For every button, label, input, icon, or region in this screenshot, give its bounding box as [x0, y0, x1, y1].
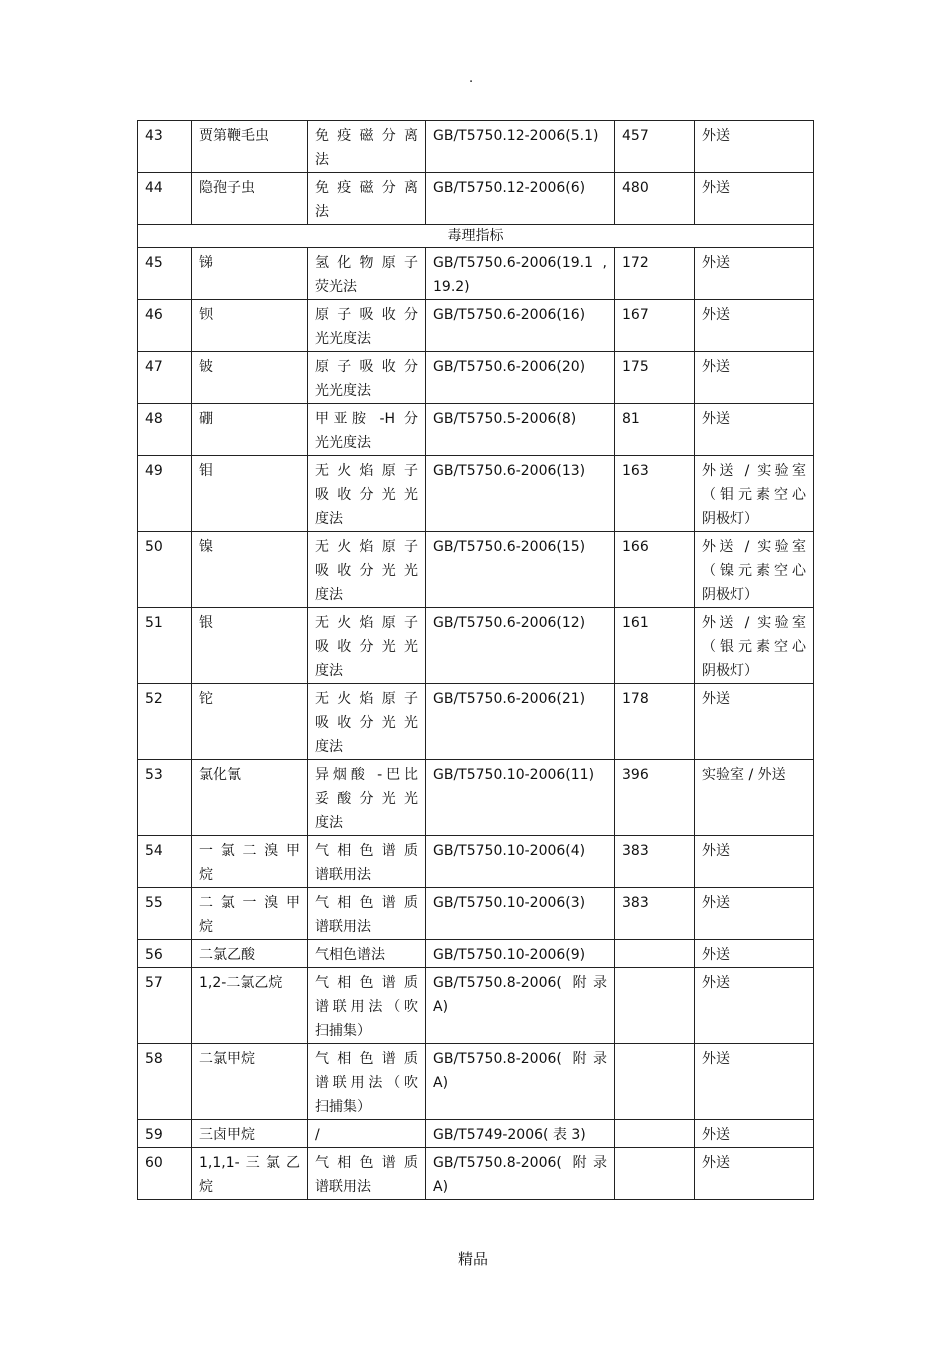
row-number: 56 — [138, 940, 192, 968]
remark-line: 外送 — [702, 180, 730, 196]
test-method-line: 吸收分光光 — [315, 487, 418, 503]
row-number: 60 — [138, 1148, 192, 1200]
test-method-line: 甲亚胺 -H 分 — [315, 411, 418, 427]
standard-ref-line: GB/T5750.8-2006( 附录 — [433, 1051, 607, 1067]
remark-line: 阴极灯） — [702, 511, 758, 527]
table-row — [138, 836, 814, 888]
test-method-line: 光光度法 — [315, 383, 371, 399]
standard-ref-line: GB/T5750.8-2006( 附录 — [433, 975, 607, 991]
test-method — [308, 940, 426, 968]
item-name-line: 二氯甲烷 — [199, 1051, 255, 1067]
test-method-line: 气相色谱质 — [315, 1051, 418, 1067]
test-method-line: 光光度法 — [315, 331, 371, 347]
standard-ref-line: GB/T5749-2006( 表 3) — [433, 1127, 586, 1143]
standard-ref-line: A) — [433, 1179, 449, 1195]
remark-line: 阴极灯） — [702, 587, 758, 603]
remark-line: （镍元素空心 — [702, 563, 806, 579]
test-method-line: 气相色谱质 — [315, 843, 418, 859]
standard-ref-line: GB/T5750.5-2006(8) — [433, 411, 577, 427]
item-name-line: 铍 — [199, 359, 213, 375]
test-method-line: 气相色谱质 — [315, 975, 418, 991]
item-code — [615, 1120, 695, 1148]
test-method-line: 免疫磁分离 — [315, 180, 418, 196]
remark — [695, 1148, 814, 1200]
item-name-line: 锑 — [199, 255, 213, 271]
test-method — [308, 352, 426, 404]
row-number: 58 — [138, 1044, 192, 1120]
remark — [695, 248, 814, 300]
item-name — [192, 1044, 308, 1120]
row-number: 44 — [138, 173, 192, 225]
remark — [695, 968, 814, 1044]
table-row — [138, 760, 814, 836]
remark-line: 外送 — [702, 1127, 730, 1143]
item-name — [192, 968, 308, 1044]
item-name-line: 二氯一溴甲 — [199, 895, 300, 911]
item-name — [192, 1148, 308, 1200]
item-code: 383 — [615, 836, 695, 888]
remark-line: 外送 — [702, 947, 730, 963]
test-method-line: 原子吸收分 — [315, 359, 418, 375]
item-name — [192, 352, 308, 404]
item-name-line: 二氯乙酸 — [199, 947, 255, 963]
item-name-line: 贾第鞭毛虫 — [199, 128, 269, 144]
remark — [695, 532, 814, 608]
standard-ref — [426, 1120, 615, 1148]
test-method-line: 无火焰原子 — [315, 691, 418, 707]
remark-line: 外送 — [702, 975, 730, 991]
table-row — [138, 532, 814, 608]
remark — [695, 836, 814, 888]
standard-ref — [426, 456, 615, 532]
remark-line: 外送 — [702, 255, 730, 271]
table-row — [138, 968, 814, 1044]
standard-ref-line: 19.2) — [433, 279, 470, 295]
test-method — [308, 1120, 426, 1148]
remark — [695, 456, 814, 532]
standard-ref — [426, 940, 615, 968]
item-name-line: 烷 — [199, 919, 213, 935]
remark-line: 外送 — [702, 1051, 730, 1067]
test-method-line: 气相色谱质 — [315, 1155, 418, 1171]
table-row — [138, 1044, 814, 1120]
test-method-line: 原子吸收分 — [315, 307, 418, 323]
standard-ref — [426, 760, 615, 836]
item-code — [615, 1148, 695, 1200]
table-row — [138, 608, 814, 684]
item-name-line: 银 — [199, 615, 213, 631]
remark — [695, 1044, 814, 1120]
test-method-line: 扫捕集） — [315, 1099, 371, 1115]
standard-ref-line: GB/T5750.10-2006(3) — [433, 895, 586, 911]
item-code: 175 — [615, 352, 695, 404]
table-row — [138, 456, 814, 532]
item-name — [192, 532, 308, 608]
remark-line: 外送 / 实验室 — [702, 463, 806, 479]
standard-ref — [426, 532, 615, 608]
item-code: 161 — [615, 608, 695, 684]
item-name — [192, 760, 308, 836]
test-method-line: 异烟酸 -巴比 — [315, 767, 418, 783]
item-name — [192, 456, 308, 532]
test-method — [308, 684, 426, 760]
standard-ref — [426, 121, 615, 173]
standard-ref — [426, 968, 615, 1044]
test-method-line: 谱联用法 — [315, 919, 371, 935]
test-method — [308, 1148, 426, 1200]
row-number: 55 — [138, 888, 192, 940]
item-name-line: 三卤甲烷 — [199, 1127, 255, 1143]
item-name-line: 1,2-二氯乙烷 — [199, 975, 283, 991]
table-row — [138, 404, 814, 456]
item-name — [192, 121, 308, 173]
standard-ref-line: GB/T5750.10-2006(4) — [433, 843, 586, 859]
test-method-line: 法 — [315, 204, 329, 220]
row-number: 46 — [138, 300, 192, 352]
test-method-line: 谱联用法（吹 — [315, 999, 418, 1015]
row-number: 57 — [138, 968, 192, 1044]
remark-line: 外送 — [702, 691, 730, 707]
table-row — [138, 1148, 814, 1200]
item-code: 172 — [615, 248, 695, 300]
item-name — [192, 940, 308, 968]
test-method — [308, 760, 426, 836]
table-row — [138, 248, 814, 300]
row-number: 43 — [138, 121, 192, 173]
row-number: 52 — [138, 684, 192, 760]
test-method-line: 度法 — [315, 663, 343, 679]
standard-ref — [426, 404, 615, 456]
test-method-line: 无火焰原子 — [315, 539, 418, 555]
test-method — [308, 404, 426, 456]
test-method — [308, 888, 426, 940]
remark — [695, 121, 814, 173]
table-row — [138, 940, 814, 968]
remark-line: 外送 — [702, 843, 730, 859]
remark — [695, 760, 814, 836]
test-method-line: 光光度法 — [315, 435, 371, 451]
standard-ref-line: GB/T5750.6-2006(20) — [433, 359, 586, 375]
remark-line: 阴极灯） — [702, 663, 758, 679]
table-row — [138, 1120, 814, 1148]
test-method-line: 吸收分光光 — [315, 563, 418, 579]
item-code: 163 — [615, 456, 695, 532]
test-method — [308, 968, 426, 1044]
test-method — [308, 248, 426, 300]
test-method-line: 度法 — [315, 511, 343, 527]
section-header — [138, 225, 814, 248]
item-code: 81 — [615, 404, 695, 456]
standard-ref-line: A) — [433, 999, 449, 1015]
section-row — [138, 225, 814, 248]
standard-ref — [426, 248, 615, 300]
item-name — [192, 888, 308, 940]
section-title: 毒理指标 — [138, 225, 814, 248]
remark-line: （银元素空心 — [702, 639, 806, 655]
table-row — [138, 300, 814, 352]
page-footer: 精品 — [458, 1250, 489, 1268]
row-number: 54 — [138, 836, 192, 888]
item-name-line: 镍 — [199, 539, 213, 555]
item-code: 383 — [615, 888, 695, 940]
item-name-line: 钼 — [199, 463, 213, 479]
item-code — [615, 1044, 695, 1120]
standard-ref-line: GB/T5750.6-2006(16) — [433, 307, 586, 323]
remark-line: 外送 — [702, 128, 730, 144]
row-number: 51 — [138, 608, 192, 684]
test-method-line: 氢化物原子 — [315, 255, 418, 271]
item-name — [192, 173, 308, 225]
test-method — [308, 121, 426, 173]
row-number: 50 — [138, 532, 192, 608]
standard-ref — [426, 1148, 615, 1200]
test-method — [308, 836, 426, 888]
remark — [695, 608, 814, 684]
test-method-line: / — [315, 1127, 320, 1143]
test-method — [308, 532, 426, 608]
test-method — [308, 608, 426, 684]
item-code: 480 — [615, 173, 695, 225]
test-method-line: 无火焰原子 — [315, 463, 418, 479]
test-method-line: 妥酸分光光 — [315, 791, 418, 807]
item-name-line: 钡 — [199, 307, 213, 323]
item-code: 167 — [615, 300, 695, 352]
item-name-line: 隐孢子虫 — [199, 180, 255, 196]
standard-ref — [426, 300, 615, 352]
test-method — [308, 456, 426, 532]
standard-ref — [426, 1044, 615, 1120]
remark — [695, 300, 814, 352]
item-name — [192, 404, 308, 456]
remark — [695, 404, 814, 456]
test-method-line: 气相色谱法 — [315, 947, 385, 963]
test-method-line: 免疫磁分离 — [315, 128, 418, 144]
item-code: 178 — [615, 684, 695, 760]
remark-line: 外送 / 实验室 — [702, 539, 806, 555]
test-method-line: 吸收分光光 — [315, 715, 418, 731]
standard-ref — [426, 888, 615, 940]
item-code: 457 — [615, 121, 695, 173]
item-name-line: 烷 — [199, 1179, 213, 1195]
test-method-line: 度法 — [315, 739, 343, 755]
test-method-line: 谱联用法 — [315, 867, 371, 883]
remark-line: 外送 — [702, 1155, 730, 1171]
row-number: 45 — [138, 248, 192, 300]
item-name-line: 氯化氰 — [199, 767, 241, 783]
standard-ref-line: GB/T5750.6-2006(21) — [433, 691, 586, 707]
remark-line: 外送 — [702, 411, 730, 427]
table-body-lower — [138, 248, 814, 1200]
remark — [695, 684, 814, 760]
standard-ref-line: GB/T5750.12-2006(5.1) — [433, 128, 599, 144]
item-name — [192, 300, 308, 352]
standard-ref-line: GB/T5750.10-2006(11) — [433, 767, 595, 783]
item-code — [615, 940, 695, 968]
item-name-line: 硼 — [199, 411, 213, 427]
item-name-line: 一氯二溴甲 — [199, 843, 300, 859]
item-name — [192, 608, 308, 684]
remark-line: 外送 — [702, 895, 730, 911]
remark-line: 外送 — [702, 307, 730, 323]
remark-line: 实验室 / 外送 — [702, 767, 786, 783]
item-code — [615, 968, 695, 1044]
standard-ref-line: GB/T5750.6-2006(15) — [433, 539, 586, 555]
test-method — [308, 300, 426, 352]
standard-ref — [426, 836, 615, 888]
row-number: 49 — [138, 456, 192, 532]
test-method-line: 吸收分光光 — [315, 639, 418, 655]
item-name — [192, 684, 308, 760]
standard-ref-line: A) — [433, 1075, 449, 1091]
table-body-upper — [138, 121, 814, 225]
remark — [695, 352, 814, 404]
test-method-line: 法 — [315, 152, 329, 168]
test-method — [308, 1044, 426, 1120]
test-method-line: 无火焰原子 — [315, 615, 418, 631]
row-number: 53 — [138, 760, 192, 836]
table-row — [138, 352, 814, 404]
page-top-mark: . — [469, 71, 474, 86]
row-number: 47 — [138, 352, 192, 404]
test-method — [308, 173, 426, 225]
test-method-line: 谱联用法 — [315, 1179, 371, 1195]
remark-line: 外送 — [702, 359, 730, 375]
standard-ref — [426, 173, 615, 225]
standard-ref — [426, 608, 615, 684]
remark — [695, 940, 814, 968]
table-row — [138, 173, 814, 225]
item-name — [192, 836, 308, 888]
table-row — [138, 121, 814, 173]
standard-ref-line: GB/T5750.10-2006(9) — [433, 947, 586, 963]
test-method-line: 荧光法 — [315, 279, 357, 295]
remark — [695, 1120, 814, 1148]
item-name — [192, 248, 308, 300]
item-code: 396 — [615, 760, 695, 836]
standard-ref-line: GB/T5750.6-2006(13) — [433, 463, 586, 479]
standard-ref — [426, 684, 615, 760]
row-number: 59 — [138, 1120, 192, 1148]
remark-line: （钼元素空心 — [702, 487, 806, 503]
item-name-line: 铊 — [199, 691, 213, 707]
item-name-line: 烷 — [199, 867, 213, 883]
standard-ref — [426, 352, 615, 404]
test-items-table — [137, 120, 814, 1200]
table-row — [138, 684, 814, 760]
item-name-line: 1,1,1-三氯乙 — [199, 1155, 300, 1171]
test-method-line: 度法 — [315, 587, 343, 603]
remark-line: 外送 / 实验室 — [702, 615, 806, 631]
standard-ref-line: GB/T5750.12-2006(6) — [433, 180, 586, 196]
item-code: 166 — [615, 532, 695, 608]
test-method-line: 气相色谱质 — [315, 895, 418, 911]
remark — [695, 888, 814, 940]
table-row — [138, 888, 814, 940]
standard-ref-line: GB/T5750.6-2006(12) — [433, 615, 586, 631]
test-method-line: 扫捕集） — [315, 1023, 371, 1039]
remark — [695, 173, 814, 225]
row-number: 48 — [138, 404, 192, 456]
test-method-line: 度法 — [315, 815, 343, 831]
test-method-line: 谱联用法（吹 — [315, 1075, 418, 1091]
standard-ref-line: GB/T5750.6-2006(19.1 , — [433, 255, 607, 271]
item-name — [192, 1120, 308, 1148]
standard-ref-line: GB/T5750.8-2006( 附录 — [433, 1155, 607, 1171]
